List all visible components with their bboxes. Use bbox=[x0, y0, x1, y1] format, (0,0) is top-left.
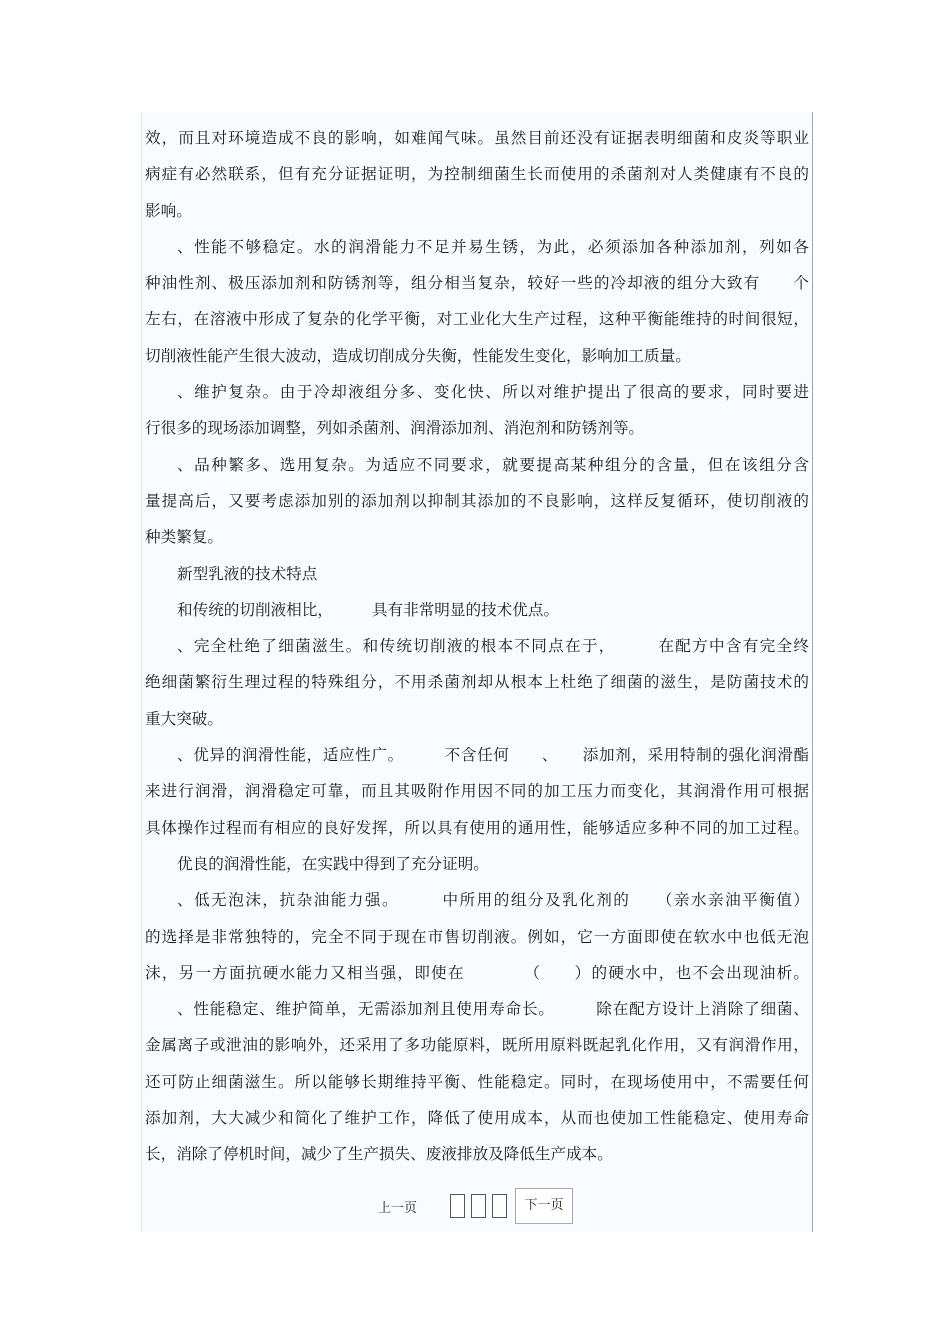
prev-page-link[interactable]: 上一页 bbox=[378, 1200, 418, 1216]
paragraph-line: 切削液性能产生很大波动，造成切削成分失衡，性能发生变化，影响加工质量。 bbox=[145, 346, 691, 365]
paragraph-line: 重大突破。 bbox=[145, 709, 223, 728]
paragraph-line: 的选择是非常独特的，完全不同于现在市售切削液。例如，它一方面即使在软水中也低无泡 bbox=[145, 927, 809, 946]
paragraph-line: 种油性剂、极压添加剂和防锈剂等，组分相当复杂，较好一些的冷却液的组分大致有 个 bbox=[145, 274, 809, 293]
next-page-button[interactable]: 下一页 bbox=[515, 1188, 573, 1224]
paragraph-line: 行很多的现场添加调整，列如杀菌剂、润滑添加剂、消泡剂和防锈剂等。 bbox=[145, 419, 645, 438]
paragraph-line: 效，而且对环境造成不良的影响，如难闻气味。虽然目前还没有证据表明细菌和皮炎等职业 bbox=[145, 129, 809, 147]
page-number-box[interactable] bbox=[492, 1194, 507, 1218]
paragraph-line: 、低无泡沫，抗杂油能力强。 中所用的组分及乳化剂的 （亲水亲油平衡值） bbox=[177, 891, 809, 910]
paragraph-line: 沫，另一方面抗硬水能力又相当强，即使在 （ ）的硬水中，也不会出现油析。 bbox=[145, 963, 809, 982]
paragraph-line: 影响。 bbox=[145, 201, 192, 220]
paragraph-line: 具体操作过程而有相应的良好发挥，所以具有使用的通用性，能够适应多种不同的加工过程。 bbox=[145, 818, 809, 837]
paragraph-line: 绝细菌繁衍生理过程的特殊组分，不用杀菌剂却从根本上杜绝了细菌的滋生，是防菌技术的 bbox=[145, 673, 809, 692]
pagination bbox=[370, 1188, 573, 1224]
paragraph-line: 、性能不够稳定。水的润滑能力不足并易生锈，为此，必须添加各种添加剂，列如各 bbox=[177, 237, 809, 256]
paragraph-line: 、优异的润滑性能，适应性广。 不含任何 、 添加剂，采用特制的强化润滑酯 bbox=[177, 746, 809, 765]
paragraph-line: 优良的润滑性能，在实践中得到了充分证明。 bbox=[177, 854, 489, 873]
page-number-box[interactable] bbox=[471, 1194, 486, 1218]
paragraph-line: 病症有必然联系，但有充分证据证明，为控制细菌生长而使用的杀菌剂对人类健康有不良的 bbox=[145, 165, 809, 184]
section-heading: 新型乳液的技术特点 bbox=[177, 564, 318, 583]
paragraph-line: 长，消除了停机时间，减少了生产损失、废液排放及降低生产成本。 bbox=[145, 1145, 613, 1164]
page-number-box[interactable] bbox=[450, 1194, 465, 1218]
paragraph-line: 和传统的切削液相比， 具有非常明显的技术优点。 bbox=[177, 600, 560, 619]
paragraph-line: 金属离子或泄油的影响外，还采用了多功能原料，既所用原料既起乳化作用，又有润滑作用， bbox=[145, 1036, 809, 1055]
paragraph-line: 种类繁复。 bbox=[145, 528, 223, 547]
paragraph-line: 左右，在溶液中形成了复杂的化学平衡，对工业化大生产过程，这种平衡能维持的时间很短， bbox=[145, 310, 809, 329]
article-body bbox=[145, 120, 809, 1173]
paragraph-line: 、品种繁多、选用复杂。为适应不同要求，就要提高某种组分的含量，但在该组分含 bbox=[177, 455, 809, 474]
paragraph-line: 、性能稳定、维护简单，无需添加剂且使用寿命长。 除在配方设计上消除了细菌、 bbox=[177, 1000, 809, 1019]
paragraph-line: 量提高后，又要考虑添加别的添加剂以抑制其添加的不良影响，这样反复循环，使切削液的 bbox=[145, 491, 809, 510]
paragraph-line: 、完全杜绝了细菌滋生。和传统切削液的根本不同点在于， 在配方中含有完全终 bbox=[177, 637, 809, 656]
paragraph-line: 来进行润滑，润滑稳定可靠，而且其吸附作用因不同的加工压力而变化，其润滑作用可根据 bbox=[145, 782, 809, 801]
paragraph-line: 、维护复杂。由于冷却液组分多、变化快、所以对维护提出了很高的要求，同时要进 bbox=[177, 383, 809, 402]
paragraph-line: 添加剂，大大减少和简化了维护工作，降低了使用成本，从而也使加工性能稳定、使用寿命 bbox=[145, 1109, 809, 1128]
paragraph-line: 还可防止细菌滋生。所以能够长期维持平衡、性能稳定。同时，在现场使用中，不需要任何 bbox=[145, 1072, 809, 1091]
